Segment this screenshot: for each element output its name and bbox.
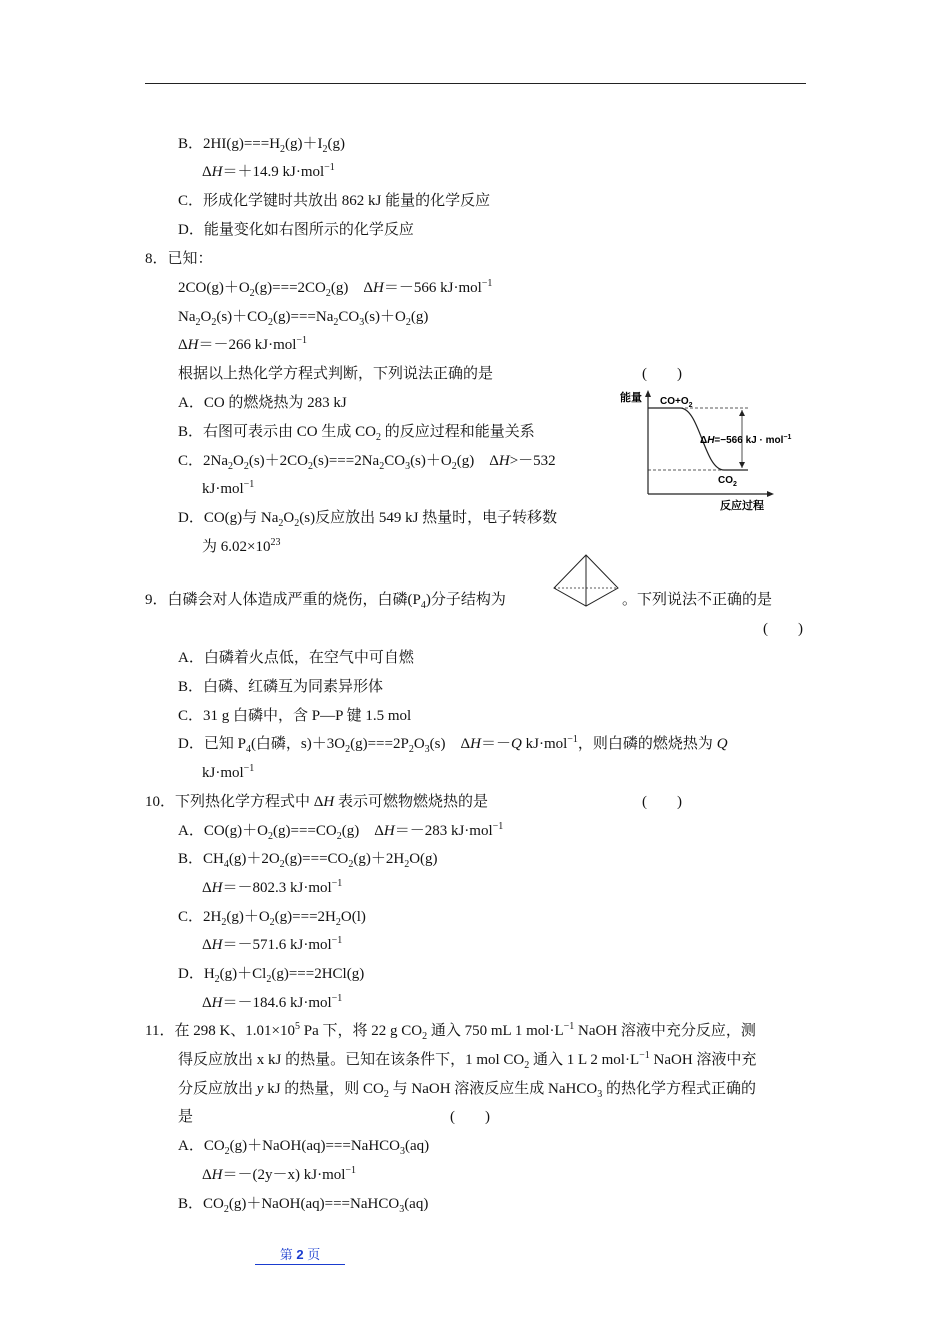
diagram-top-label: $CO+O_2$ xyxy=(660,396,693,409)
energy-axis-x-arrow xyxy=(767,491,774,497)
diagram-delta-h-label: ΔH=−566 kJ · mol$^{-1}$ xyxy=(700,434,792,446)
q10-option-a: A．$CO(g)+O_2(g)===CO_2(g)$ ΔH＝－283 kJ·mol$^{-1}$ xyxy=(178,821,504,842)
q11-stem-line2: 得反应放出 x kJ 的热量。已知在该条件下，1 mol $CO_2$ 通入 1 L 2 $mol\cdot L^{-1}$ NaOH 溶液中充 xyxy=(178,1050,757,1071)
q8-eq1: $2CO(g)+O_2(g)===2CO_2(g)$ ΔH＝－566 kJ·mol$^{-1}$ xyxy=(178,278,493,299)
q10-option-c-dh: ΔH＝－571.6 kJ·mol$^{-1}$ xyxy=(202,935,343,953)
page-number-link[interactable]: 第 2 页 xyxy=(255,1246,345,1265)
q11-stem-line1: 11．在 298 K、$1.01\times 10^5$ Pa 下，将 22 g $CO_2$ 通入 750 mL 1 $mol\cdot L^{-1}$ NaOH 溶液中充分反应，测 xyxy=(145,1021,756,1042)
q9-option-c: C．31 g 白磷中，含 P—P 键 1.5 mol xyxy=(178,708,412,724)
q8-answer-paren: ( ) xyxy=(642,366,682,382)
q7-option-b: B．$2HI(g)===H_2(g)+I_2(g)$ xyxy=(178,136,346,155)
q8-option-d-cont: 为 $6.02\times 10^{23}$ xyxy=(202,537,281,555)
q9-option-b: B．白磷、红磷互为同素异形体 xyxy=(178,679,384,695)
p4-tetrahedron-structure xyxy=(550,552,622,608)
q7-option-d: D．能量变化如右图所示的化学反应 xyxy=(178,222,414,238)
q10-answer-paren: ( ) xyxy=(642,794,682,810)
q9-answer-paren: ( ) xyxy=(763,621,803,637)
q10-option-d: D．$H_2(g)+Cl_2(g)===2HCl(g)$ xyxy=(178,966,365,985)
q9-option-d-cont: kJ·mol$^{-1}$ xyxy=(202,763,255,781)
q9-option-d: D．已知 $P_4$(白磷，$s)+3O_2(g)===2P_2O_3(s)$ ΔH＝－Q kJ·mol$^{-1}$，则白磷的燃烧热为 Q xyxy=(178,734,728,755)
q10-option-b-dh: ΔH＝－802.3 kJ·mol$^{-1}$ xyxy=(202,878,343,896)
energy-axis-y-arrow xyxy=(645,390,651,397)
q8-option-b: B．右图可表示由 CO 生成 $CO_2$ 的反应过程和能量关系 xyxy=(178,424,535,443)
delta-h-arrow-bottom xyxy=(739,462,745,468)
q7-option-b-dh: ΔH＝＋14.9 kJ·mol$^{-1}$ xyxy=(202,162,335,180)
q10-option-b: B．$CH_4(g)+2O_2(g)===CO_2(g)+2H_2O(g)$ xyxy=(178,851,438,870)
q11-option-a: A．$CO_2(g)+NaOH(aq)===NaHCO_3(aq)$ xyxy=(178,1138,430,1157)
q9-stem-end: 。下列说法不正确的是 xyxy=(622,592,773,608)
diagram-bottom-label: $CO_2$ xyxy=(718,475,737,488)
q9-stem: 9．白磷会对人体造成严重的烧伤，白磷$(P_4)$分子结构为 xyxy=(145,592,506,611)
diagram-ylabel: 能量 xyxy=(620,392,642,404)
q8-option-c-cont: kJ·mol$^{-1}$ xyxy=(202,479,255,497)
q8-option-c: C．$2Na_2O_2(s)+2CO_2(s)===2Na_2CO_3(s)+O_2(g)$ ΔH>－532 xyxy=(178,453,556,472)
q11-stem-line4: 是 xyxy=(178,1109,194,1125)
q11-option-a-dh: ΔH＝－(2y－x) kJ·mol$^{-1}$ xyxy=(202,1165,357,1183)
q7-option-c: C．形成化学键时共放出 862 kJ 能量的化学反应 xyxy=(178,193,491,209)
q8-eq2: $Na_2O_2(s)+CO_2(g)===Na_2CO_3(s)+O_2(g)$ xyxy=(178,309,429,328)
q10-option-d-dh: ΔH＝－184.6 kJ·mol$^{-1}$ xyxy=(202,993,343,1011)
diagram-xlabel: 反应过程 xyxy=(720,500,764,512)
q8-stem: 8．已知： xyxy=(145,251,213,267)
q10-option-c: C．$2H_2(g)+O_2(g)===2H_2O(l)$ xyxy=(178,909,366,928)
q10-stem: 10．下列热化学方程式中 ΔH 表示可燃物燃烧热的是 xyxy=(145,794,489,810)
q9-option-a: A．白磷着火点低，在空气中可自燃 xyxy=(178,650,414,666)
energy-diagram xyxy=(612,386,817,514)
q11-stem-line3: 分反应放出 y kJ 的热量，则 $CO_2$ 与 NaOH 溶液反应生成 NaHCO$_3$ 的热化学方程式正确的 xyxy=(178,1081,756,1100)
delta-h-arrow-top xyxy=(739,410,745,416)
q11-answer-paren: ( ) xyxy=(450,1109,490,1125)
q8-option-a: A．CO 的燃烧热为 283 kJ xyxy=(178,395,347,411)
q11-option-b: B．$CO_2(g)+NaOH(aq)===NaHCO_3(aq)$ xyxy=(178,1196,429,1215)
q8-eq2-dh: ΔH＝－266 kJ·mol$^{-1}$ xyxy=(178,335,308,353)
q8-option-d: D．CO(g)与 $Na_2O_2(s)$反应放出 549 kJ 热量时，电子转移数 xyxy=(178,510,558,529)
q8-question: 根据以上热化学方程式判断，下列说法正确的是 xyxy=(178,366,494,382)
header-rule xyxy=(145,83,806,84)
